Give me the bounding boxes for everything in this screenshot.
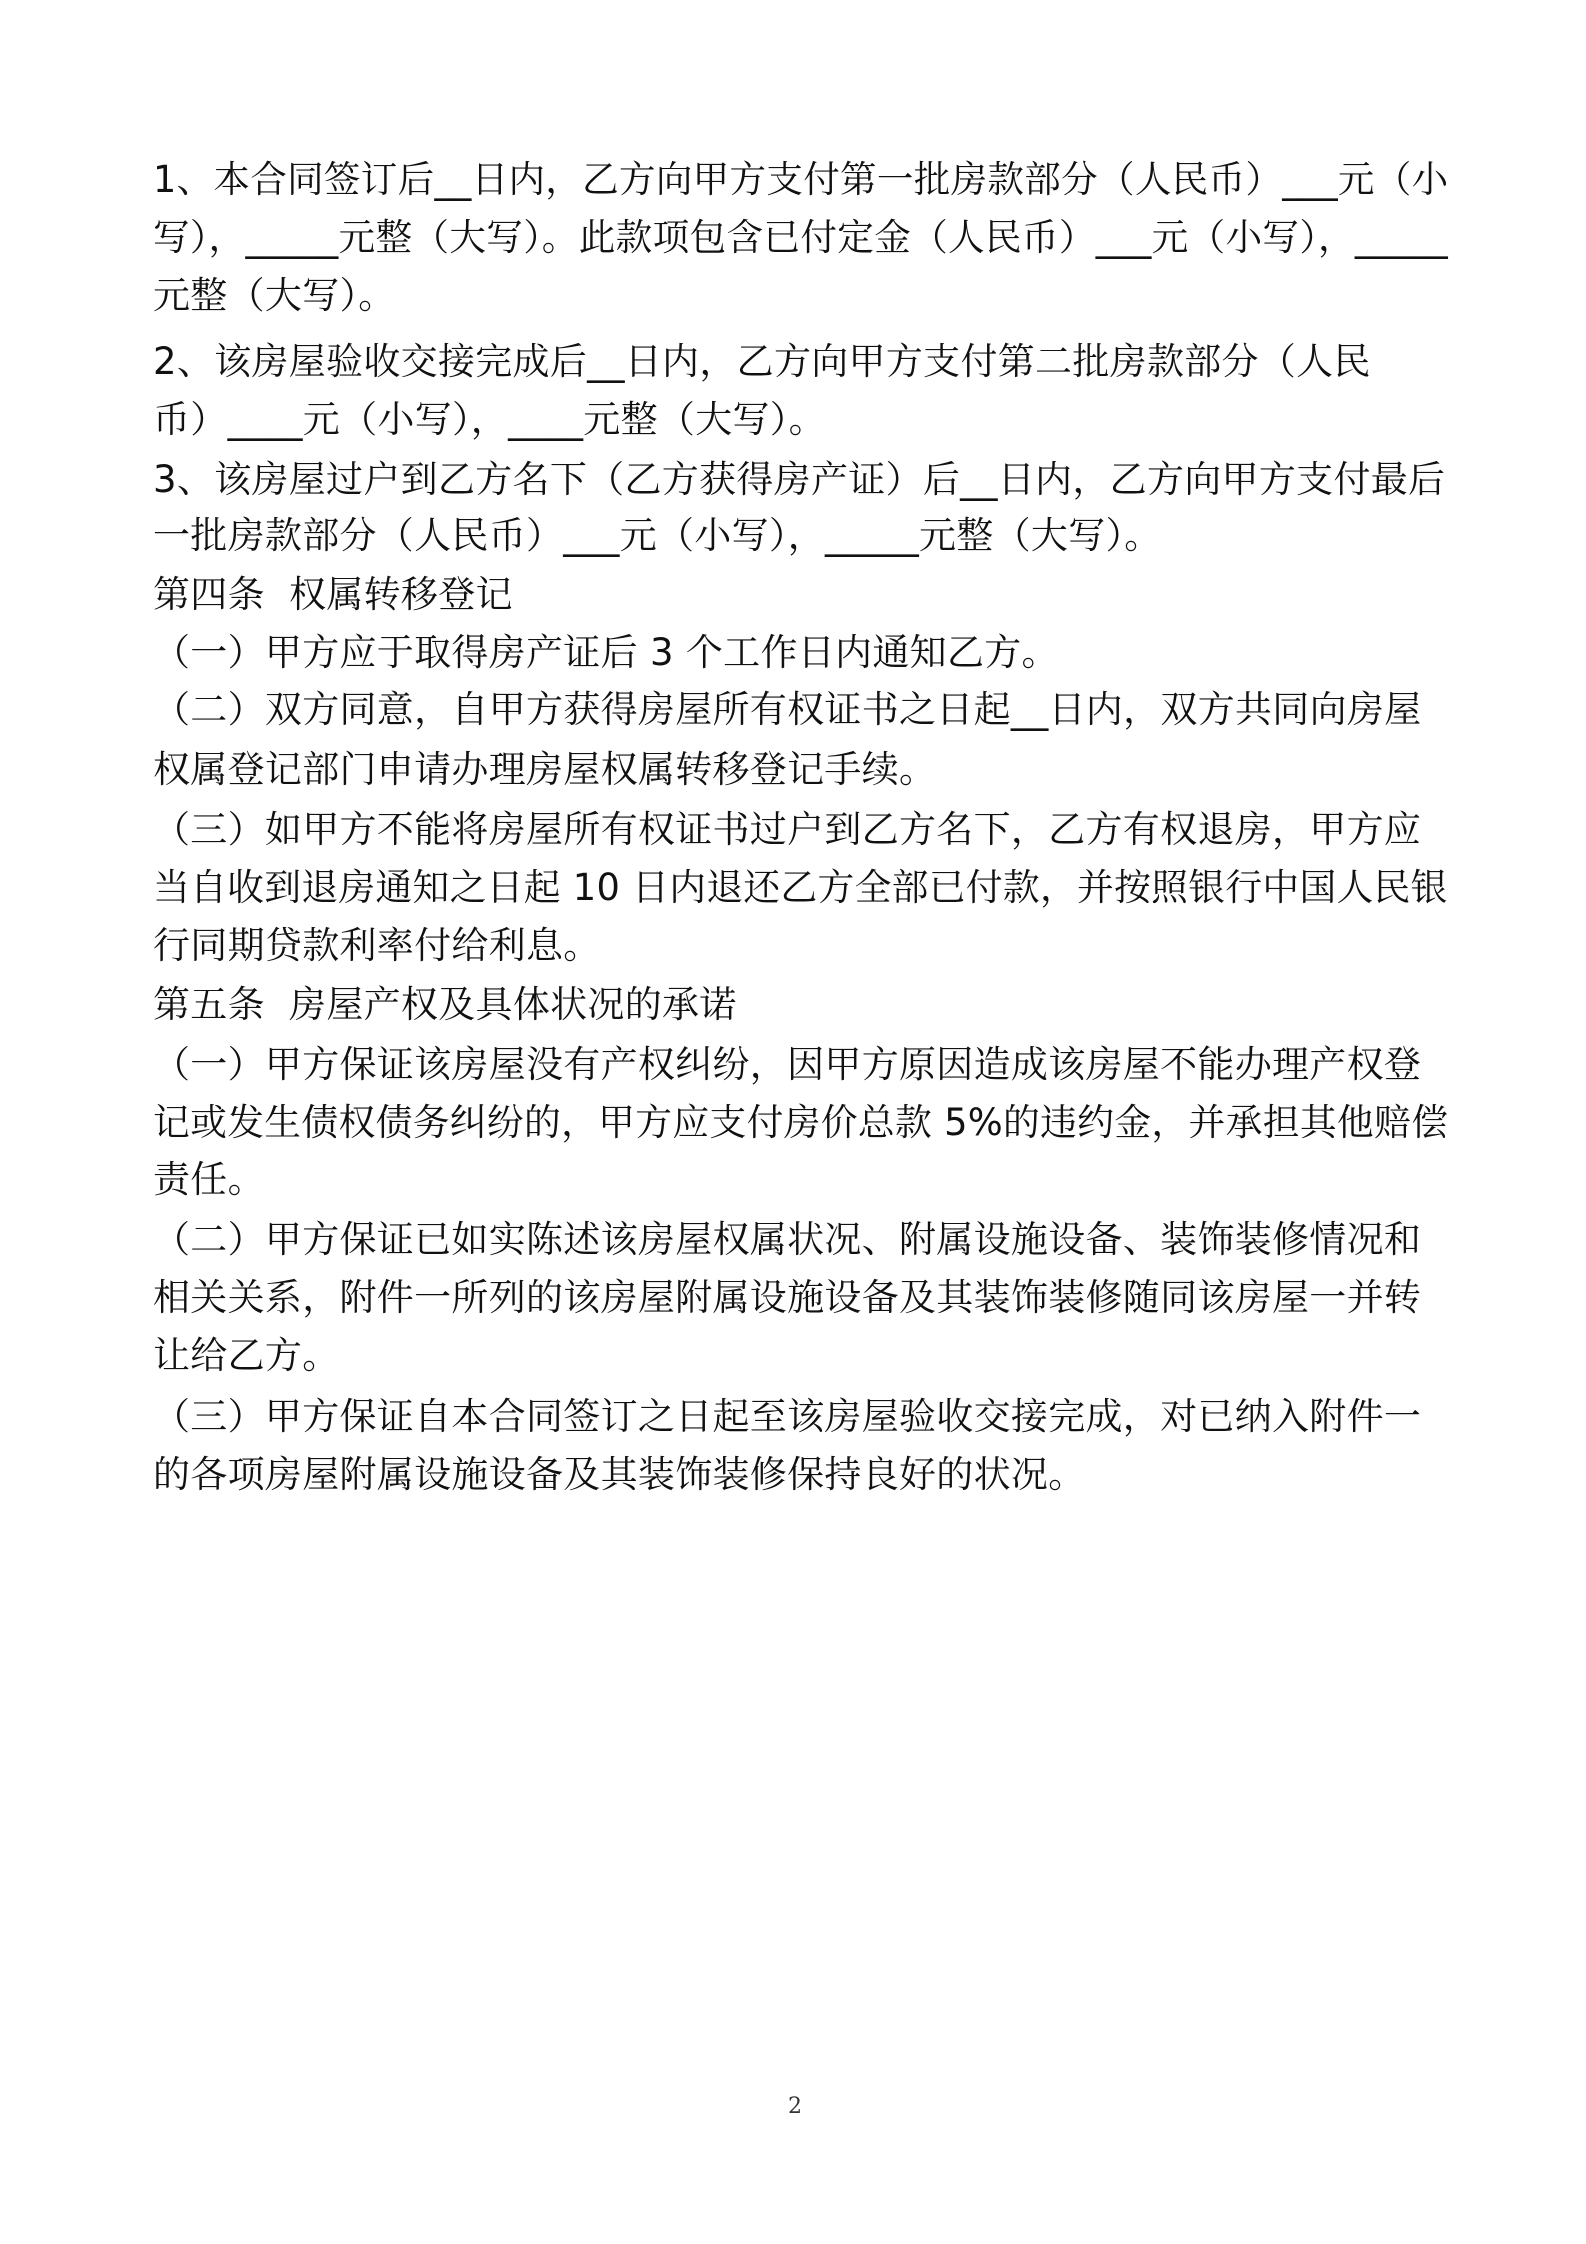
page-number: 2	[788, 2094, 802, 2119]
article-4-heading: 第四条 权属转移登记	[153, 573, 513, 616]
paragraph-2-line-2: 币）____元（小写），____元整（大写）。	[153, 398, 826, 441]
paragraph-1-line-2: 写），_____元整（大写）。此款项包含已付定金（人民币）___元（小写），_____	[153, 216, 1448, 259]
paragraph-3-line-1: 3、该房屋过户到乙方名下（乙方获得房产证）后__日内，乙方向甲方支付最后	[153, 458, 1446, 501]
paragraph-1-line-1: 1、本合同签订后__日内，乙方向甲方支付第一批房款部分（人民币）___元（小	[153, 158, 1449, 201]
article-4-clause-3-line-2: 当自收到退房通知之日起 10 日内退还乙方全部已付款，并按照银行中国人民银	[153, 866, 1448, 909]
article-4-clause-3-line-3: 行同期贷款利率付给利息。	[153, 924, 601, 967]
article-5-heading: 第五条 房屋产权及具体状况的承诺	[153, 983, 737, 1026]
article-4-clause-2-line-1: （二）双方同意，自甲方获得房屋所有权证书之日起__日内，双方共同向房屋	[153, 688, 1422, 731]
article-5-clause-2-line-2: 相关关系，附件一所列的该房屋附属设施设备及其装饰装修随同该房屋一并转	[153, 1276, 1422, 1319]
article-5-clause-2-line-3: 让给乙方。	[153, 1334, 340, 1377]
paragraph-2-line-1: 2、该房屋验收交接完成后__日内，乙方向甲方支付第二批房款部分（人民	[153, 340, 1371, 383]
paragraph-3-line-2: 一批房款部分（人民币）___元（小写），_____元整（大写）。	[153, 514, 1162, 557]
article-5-clause-3-line-2: 的各项房屋附属设施设备及其装饰装修保持良好的状况。	[153, 1453, 1086, 1496]
article-5-clause-3-line-1: （三）甲方保证自本合同签订之日起至该房屋验收交接完成，对已纳入附件一	[153, 1395, 1422, 1438]
article-5-clause-1-line-3: 责任。	[153, 1158, 265, 1201]
article-5-clause-1-line-2: 记或发生债权债务纠纷的，甲方应支付房价总款 5%的违约金，并承担其他赔偿	[153, 1101, 1449, 1144]
article-4-clause-2-line-2: 权属登记部门申请办理房屋权属转移登记手续。	[153, 748, 937, 791]
article-5-clause-1-line-1: （一）甲方保证该房屋没有产权纠纷，因甲方原因造成该房屋不能办理产权登	[153, 1043, 1422, 1086]
article-4-clause-1: （一）甲方应于取得房产证后 3 个工作日内通知乙方。	[153, 631, 1059, 674]
paragraph-1-line-3: 元整（大写）。	[153, 274, 396, 317]
article-5-clause-2-line-1: （二）甲方保证已如实陈述该房屋权属状况、附属设施设备、装饰装修情况和	[153, 1218, 1422, 1261]
article-4-clause-3-line-1: （三）如甲方不能将房屋所有权证书过户到乙方名下，乙方有权退房，甲方应	[153, 808, 1422, 851]
